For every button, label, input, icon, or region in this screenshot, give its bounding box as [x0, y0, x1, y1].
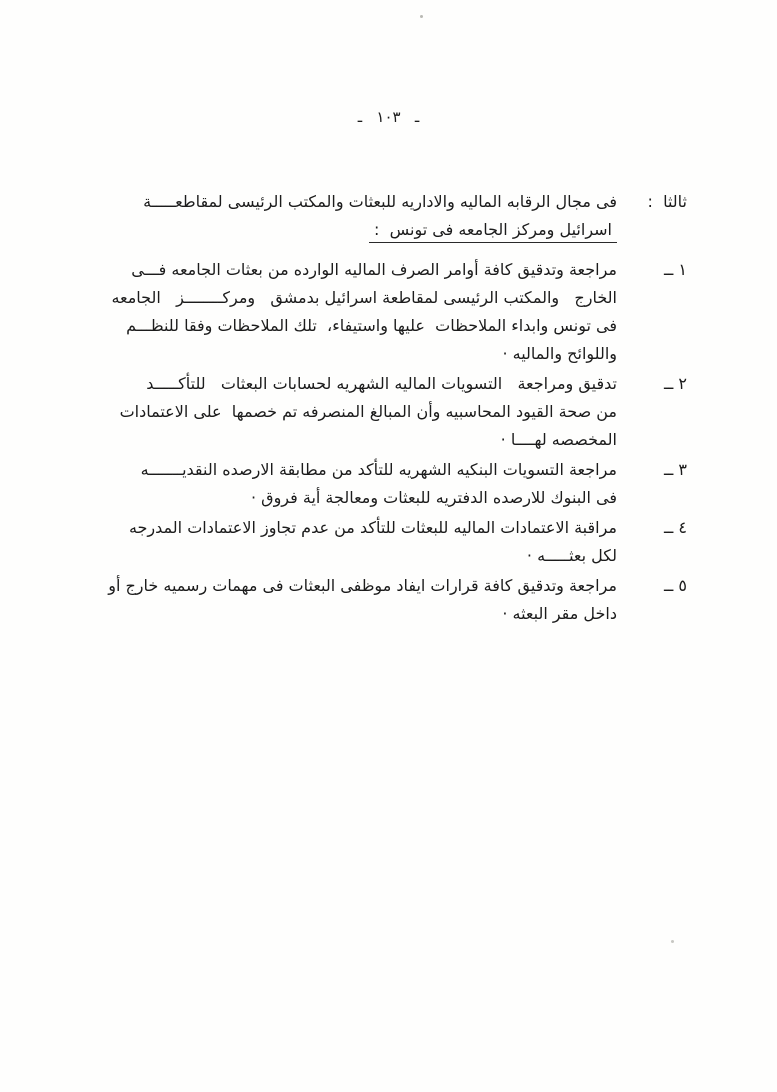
document-content	[108, 188, 687, 630]
list-item-4	[127, 514, 687, 570]
scan-speck	[420, 15, 423, 18]
item-2-text: تدقيق ومراجعة التسويات الماليه الشهريه لحسابات البعثات للتأكـــــد من صحة القيود المحاسبيه وأن المبالغ المنصرفه تم خصمها على الاعتمادات المخصصه لهــــا ·	[119, 374, 617, 449]
list-item-2	[119, 370, 687, 454]
item-5-text: مراجعة وتدقيق كافة قرارات ايفاد موظفى البعثات فى مهمات رسميه خارج أو داخل مقر البعثه ·	[108, 576, 617, 623]
scan-speck	[671, 940, 674, 943]
list-item-5	[108, 572, 687, 628]
section-title-line-2: اسرائيل ومركز الجامعه فى تونس :	[143, 216, 617, 244]
item-4-text: مراقبة الاعتمادات الماليه للبعثات للتأكد من عدم تجاوز الاعتمادات المدرجه لكل بعثـــــه ·	[128, 518, 617, 565]
item-2-number: ٢ ــ	[663, 374, 687, 393]
section-label: ثالثا :	[647, 192, 687, 211]
item-3-number: ٣ ــ	[663, 460, 687, 479]
page-number: ـ ١٠٣ ـ	[357, 108, 420, 126]
list-item-3	[127, 456, 687, 512]
item-3-text: مراجعة التسويات البنكيه الشهريه للتأكد من مطابقة الارصده النقديـــــــه فى البنوك للارصده الدفتريه للبعثات ومعالجة أية فروق ·	[140, 460, 617, 507]
section-title	[143, 188, 617, 244]
item-1-number: ١ ــ	[663, 260, 687, 279]
item-5-number: ٥ ــ	[663, 576, 687, 595]
item-1-text: مراجعة وتدقيق كافة أوامر الصرف الماليه الوارده من بعثات الجامعه فـــى الخارج والمكتب الرئيسى لمقاطعة اسرائيل بدمشق ومركــــــــز الجامعه فى تونس وابداء الملاحظات عليها واستيفاء، تلك الملاحظات وفقا للنظـــم واللوائح والماليه ·	[111, 260, 617, 363]
item-4-number: ٤ ــ	[663, 518, 687, 537]
section-heading	[127, 188, 687, 244]
list-item-1	[111, 256, 687, 368]
section-title-line-1: فى مجال الرقابه الماليه والاداريه للبعثات والمكتب الرئيسى لمقاطعـــــة	[143, 192, 617, 211]
